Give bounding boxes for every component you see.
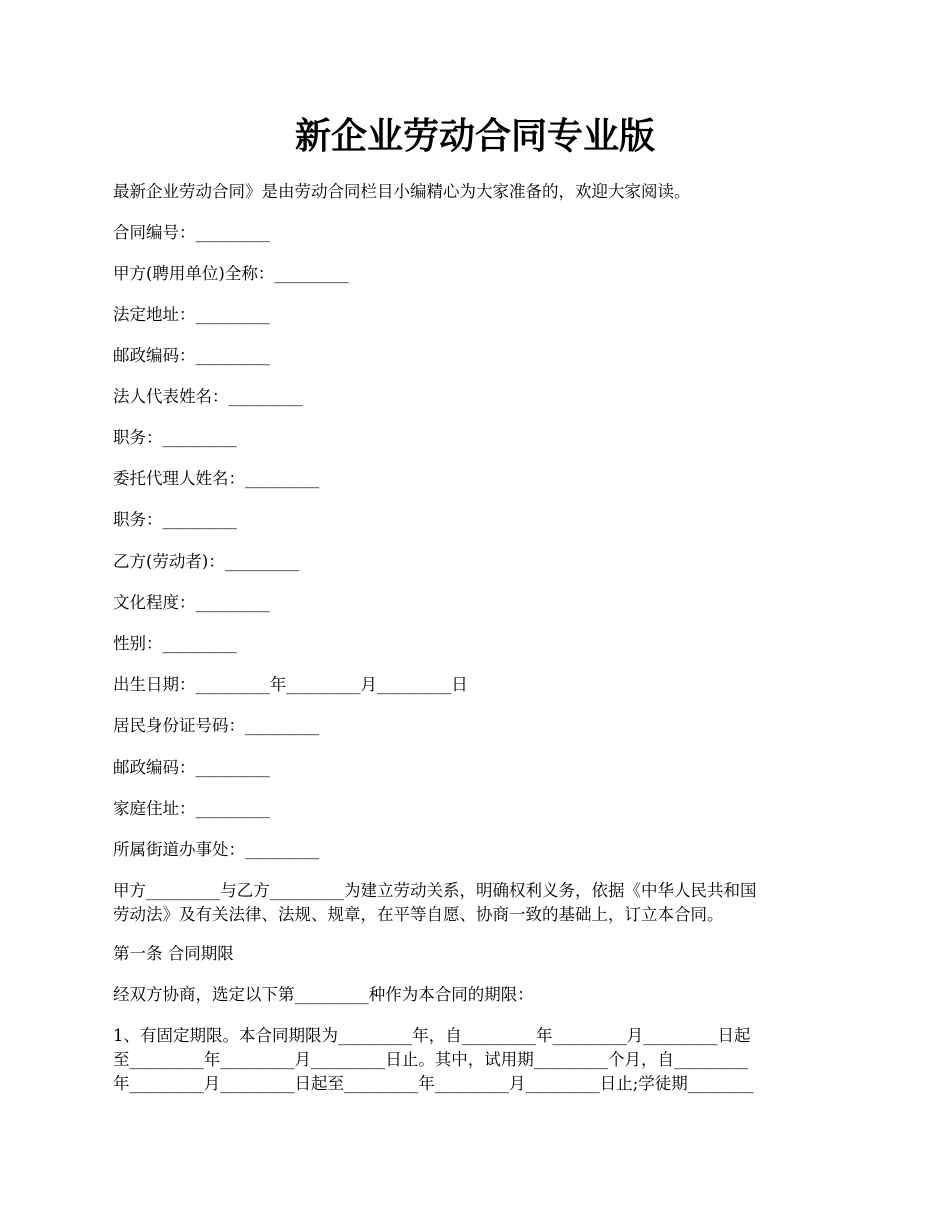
article1-heading: 第一条 合同期限 (113, 944, 234, 963)
field-position-a: 职务：_________ (113, 428, 237, 447)
preamble-paragraph (113, 879, 843, 927)
preamble-line: 甲方_________与乙方_________为建立劳动关系，明确权利义务，依据《中华人民共和国 (113, 881, 757, 900)
article1-choice: 经双方协商，选定以下第_________种作为本合同的期限： (113, 985, 534, 1004)
field-street-office: 所属街道办事处：_________ (113, 840, 320, 859)
intro-text: 最新企业劳动合同》是由劳动合同栏目小编精心为大家准备的，欢迎大家阅读。 (113, 182, 691, 201)
field-birth-date: 出生日期：_________年_________月_________日 (113, 675, 468, 694)
field-agent-name: 委托代理人姓名：_________ (113, 469, 320, 488)
field-party-a-name: 甲方(聘用单位)全称：_________ (113, 264, 349, 283)
clause1-line: 年_________月_________日起至_________年_________月_________日止;学徒期________ (113, 1074, 754, 1093)
field-legal-address: 法定地址：_________ (113, 305, 270, 324)
field-postal-code-b: 邮政编码：_________ (113, 758, 270, 777)
field-education: 文化程度：_________ (113, 593, 270, 612)
field-postal-code-a: 邮政编码：_________ (113, 346, 270, 365)
field-gender: 性别：_________ (113, 634, 237, 653)
preamble-line: 劳动法》及有关法律、法规、规章，在平等自愿、协商一致的基础上，订立本合同。 (113, 905, 724, 924)
field-party-b: 乙方(劳动者)：_________ (113, 552, 300, 571)
clause1-line: 至_________年_________月_________日止。其中，试用期_________个月，自_________ (113, 1050, 749, 1069)
page-title: 新企业劳动合同专业版 (294, 115, 655, 157)
clause1-paragraph (113, 1024, 843, 1096)
field-id-number: 居民身份证号码：_________ (113, 716, 320, 735)
field-contract-number: 合同编号：_________ (113, 223, 270, 242)
field-legal-representative: 法人代表姓名：_________ (113, 387, 303, 406)
clause1-line: 1、有固定期限。本合同期限为_________年，自_________年_________月_________日起 (113, 1026, 751, 1045)
field-position-agent: 职务：_________ (113, 510, 237, 529)
field-home-address: 家庭住址：_________ (113, 799, 270, 818)
